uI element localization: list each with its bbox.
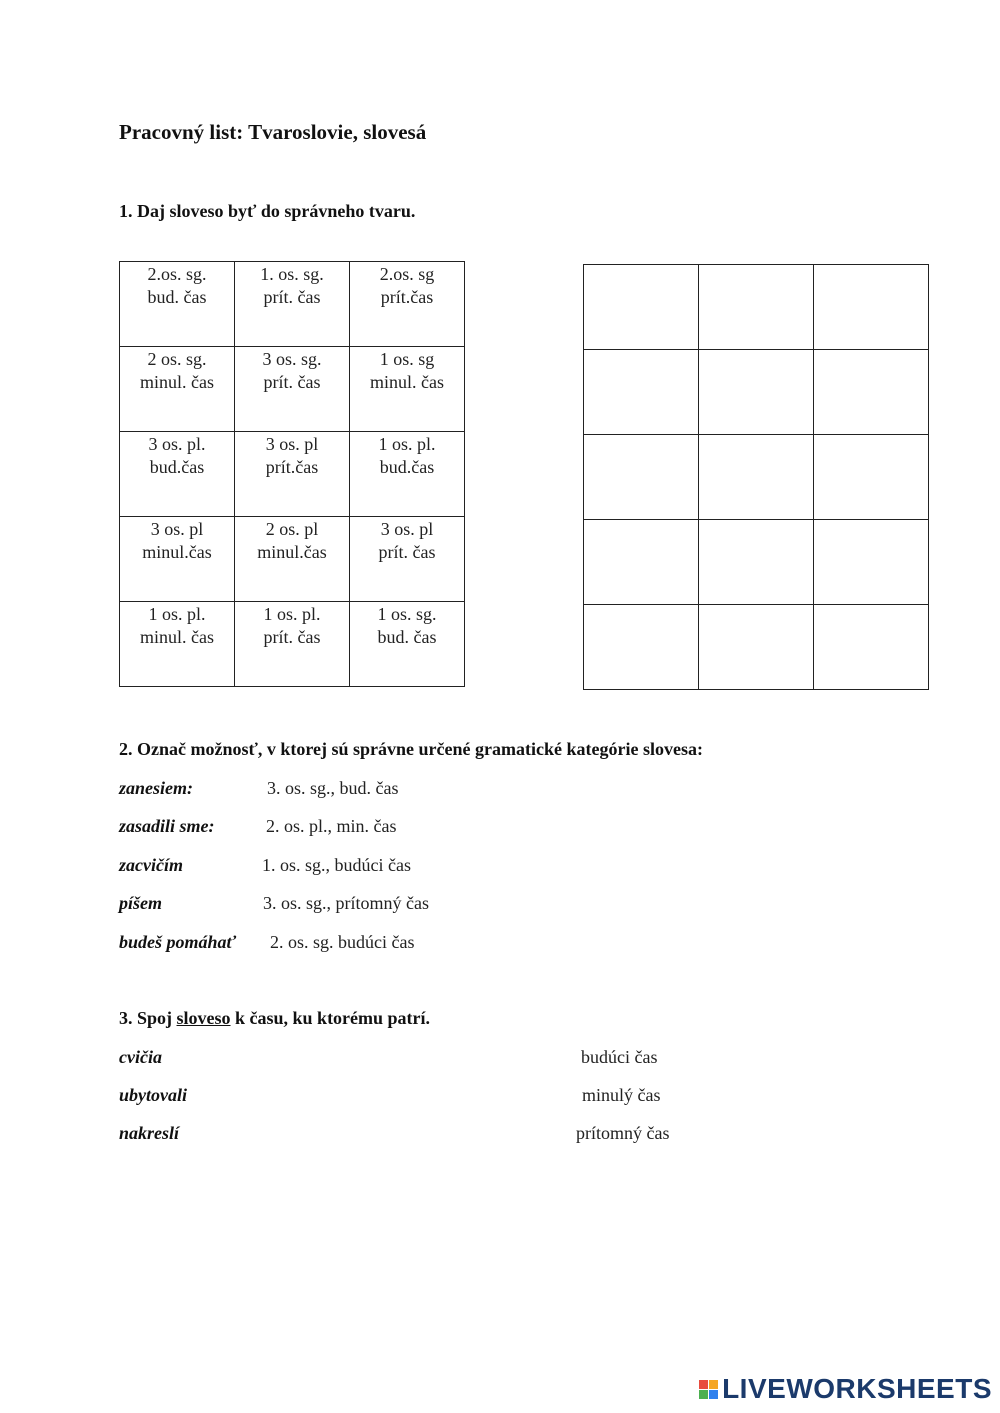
task2-answer: 2. os. sg. budúci čas bbox=[270, 932, 415, 952]
answer-cell[interactable] bbox=[814, 265, 929, 350]
answer-row bbox=[584, 350, 929, 435]
cell-tense: bud.čas bbox=[379, 457, 435, 477]
task3-heading-start: 3. Spoj bbox=[119, 1008, 177, 1028]
cell-tense: minul. čas bbox=[140, 627, 214, 647]
cell-person-number: 3 os. pl bbox=[265, 434, 319, 454]
grid-cell-prompt bbox=[235, 262, 350, 347]
cell-person-number: 2 os. pl bbox=[265, 519, 319, 539]
cell-person-number: 2.os. sg. bbox=[147, 264, 207, 284]
grid-cell-prompt bbox=[120, 602, 235, 687]
grid-cell-prompt bbox=[235, 517, 350, 602]
logo-mark-tile bbox=[699, 1390, 708, 1399]
task2-answer: 3. os. sg., prítomný čas bbox=[263, 893, 429, 913]
cell-tense: minul.čas bbox=[257, 542, 327, 562]
cell-tense: prít. čas bbox=[263, 287, 321, 307]
answer-row bbox=[584, 435, 929, 520]
cell-person-number: 1 os. sg bbox=[379, 349, 435, 369]
answer-cell[interactable] bbox=[699, 350, 814, 435]
cell-person-number: 1 os. pl. bbox=[148, 604, 206, 624]
answer-cell[interactable] bbox=[814, 520, 929, 605]
task3-verb[interactable]: cvičia bbox=[119, 1047, 162, 1067]
task3-verb[interactable]: ubytovali bbox=[119, 1085, 187, 1105]
answer-cell[interactable] bbox=[699, 265, 814, 350]
grid-row bbox=[120, 517, 465, 602]
task3-heading-end: k času, ku ktorému patrí. bbox=[230, 1008, 431, 1028]
grid-cell-prompt bbox=[120, 262, 235, 347]
answer-row bbox=[584, 520, 929, 605]
grid-cell-prompt bbox=[350, 432, 465, 517]
task2-verb: zasadili sme: bbox=[119, 816, 215, 836]
logo-mark-icon bbox=[699, 1380, 718, 1399]
grid-cell-prompt bbox=[350, 262, 465, 347]
task2-verb: zanesiem: bbox=[119, 778, 193, 798]
cell-person-number: 1 os. pl. bbox=[378, 434, 436, 454]
answer-cell[interactable] bbox=[584, 265, 699, 350]
page-title: Pracovný list: Tvaroslovie, slovesá bbox=[119, 120, 427, 144]
cell-tense: bud. čas bbox=[147, 287, 207, 307]
grid-row bbox=[120, 432, 465, 517]
answer-grid bbox=[583, 264, 929, 690]
cell-tense: prít.čas bbox=[380, 287, 434, 307]
grid-cell-prompt bbox=[350, 517, 465, 602]
cell-tense: minul. čas bbox=[370, 372, 444, 392]
answer-cell[interactable] bbox=[814, 350, 929, 435]
cell-person-number: 3 os. pl bbox=[150, 519, 204, 539]
cell-person-number: 3 os. sg. bbox=[262, 349, 322, 369]
cell-tense: minul. čas bbox=[140, 372, 214, 392]
grid-cell-prompt bbox=[235, 602, 350, 687]
task2-heading: 2. Označ možnosť, v ktorej sú správne určené gramatické kategórie slovesa: bbox=[119, 739, 703, 759]
task3-tense[interactable]: budúci čas bbox=[581, 1047, 658, 1067]
answer-cell[interactable] bbox=[584, 520, 699, 605]
cell-tense: prít. čas bbox=[263, 627, 321, 647]
grid-cell-prompt bbox=[120, 432, 235, 517]
task3-tense[interactable]: prítomný čas bbox=[576, 1123, 670, 1143]
answer-cell[interactable] bbox=[699, 520, 814, 605]
logo-mark-tile bbox=[709, 1380, 718, 1389]
task2-answer: 3. os. sg., bud. čas bbox=[267, 778, 399, 798]
logo-text: LIVEWORKSHEETS bbox=[722, 1373, 992, 1404]
grid-cell-prompt bbox=[235, 347, 350, 432]
cell-tense: minul.čas bbox=[142, 542, 212, 562]
cell-tense: bud.čas bbox=[149, 457, 205, 477]
task2-answer: 1. os. sg., budúci čas bbox=[262, 855, 411, 875]
grid-row bbox=[120, 347, 465, 432]
liveworksheets-logo bbox=[699, 1373, 992, 1405]
answer-cell[interactable] bbox=[699, 435, 814, 520]
answer-cell[interactable] bbox=[814, 605, 929, 690]
logo-mark-tile bbox=[699, 1380, 708, 1389]
grid-cell-prompt bbox=[350, 347, 465, 432]
cell-tense: prít. čas bbox=[263, 372, 321, 392]
cell-person-number: 2 os. sg. bbox=[147, 349, 207, 369]
task2-verb: budeš pomáhať bbox=[119, 932, 237, 952]
cell-person-number: 1 os. pl. bbox=[263, 604, 321, 624]
answer-cell[interactable] bbox=[699, 605, 814, 690]
task3-heading bbox=[119, 1008, 430, 1029]
task2-answer: 2. os. pl., min. čas bbox=[266, 816, 397, 836]
answer-cell[interactable] bbox=[584, 605, 699, 690]
task3-heading-underlined: sloveso bbox=[176, 1008, 231, 1028]
task3-verb[interactable]: nakreslí bbox=[119, 1123, 180, 1143]
task2-verb: zacvičím bbox=[119, 855, 183, 875]
answer-row bbox=[584, 265, 929, 350]
cell-person-number: 3 os. pl. bbox=[148, 434, 206, 454]
answer-row bbox=[584, 605, 929, 690]
task1-heading: 1. Daj sloveso byť do správneho tvaru. bbox=[119, 201, 416, 221]
cell-tense: prít.čas bbox=[265, 457, 319, 477]
grid-cell-prompt bbox=[120, 347, 235, 432]
grid-cell-prompt bbox=[350, 602, 465, 687]
cell-person-number: 1 os. sg. bbox=[377, 604, 437, 624]
task3-tense[interactable]: minulý čas bbox=[582, 1085, 661, 1105]
logo-mark-tile bbox=[709, 1390, 718, 1399]
cell-person-number: 2.os. sg bbox=[379, 264, 435, 284]
verb-form-prompt-grid bbox=[119, 261, 465, 687]
grid-row bbox=[120, 602, 465, 687]
cell-tense: prít. čas bbox=[378, 542, 436, 562]
grid-row bbox=[120, 262, 465, 347]
answer-cell[interactable] bbox=[584, 435, 699, 520]
task2-verb: píšem bbox=[119, 893, 162, 913]
cell-tense: bud. čas bbox=[377, 627, 437, 647]
answer-cell[interactable] bbox=[814, 435, 929, 520]
cell-person-number: 1. os. sg. bbox=[260, 264, 324, 284]
answer-cell[interactable] bbox=[584, 350, 699, 435]
grid-cell-prompt bbox=[120, 517, 235, 602]
grid-cell-prompt bbox=[235, 432, 350, 517]
cell-person-number: 3 os. pl bbox=[380, 519, 434, 539]
